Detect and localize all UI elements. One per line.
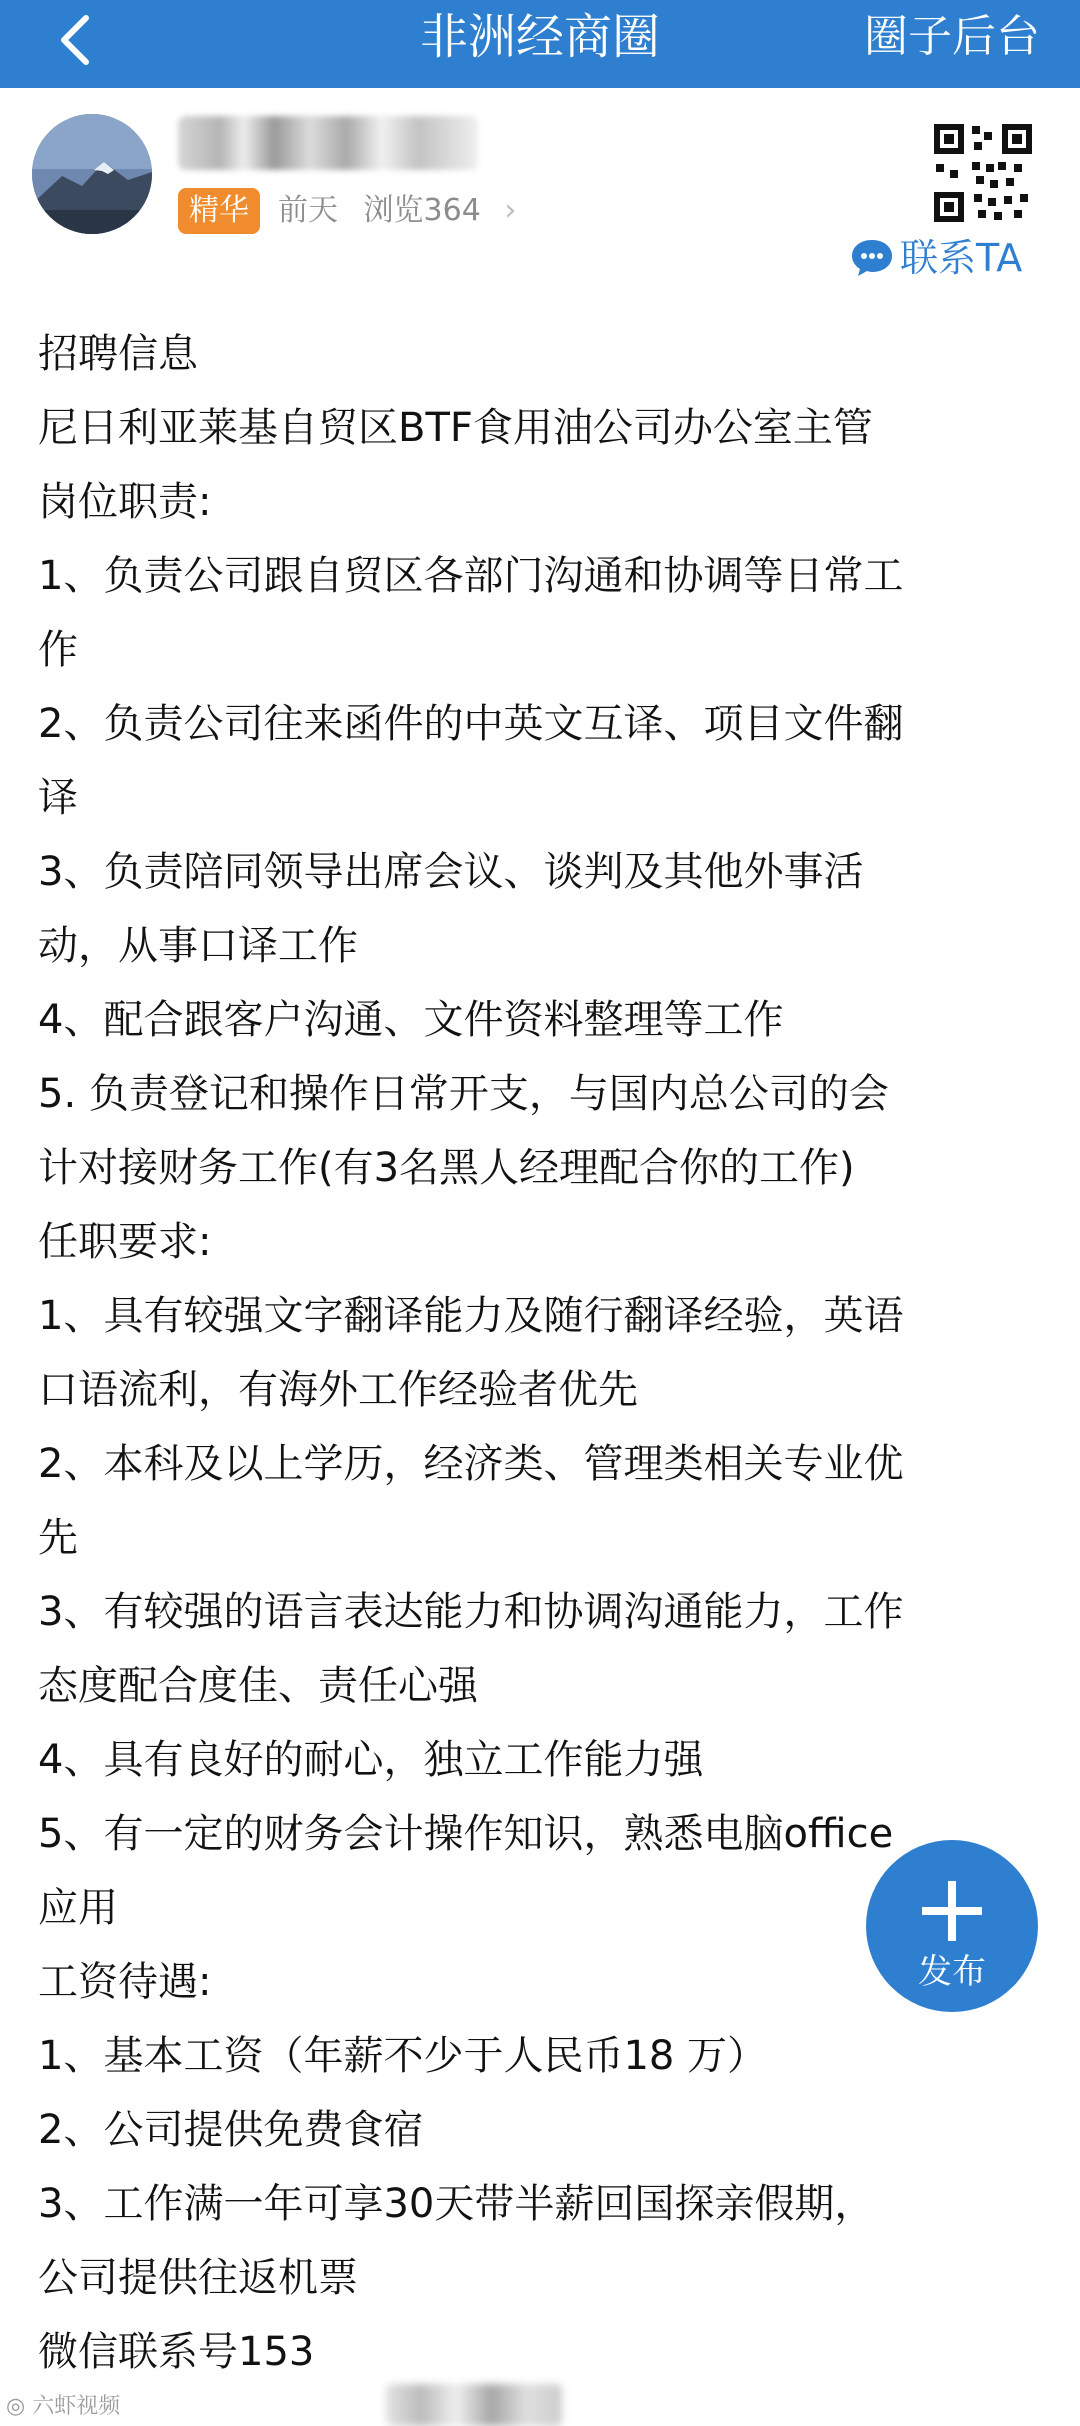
content-line: 应用	[38, 1885, 118, 1931]
content-line: 尼日利亚莱基自贸区BTF食用油公司办公室主管	[38, 405, 873, 451]
essence-badge: 精华	[178, 188, 260, 234]
plus-icon	[916, 1875, 988, 1947]
phone-number-blurred	[386, 2384, 562, 2426]
username-blurred	[178, 116, 478, 170]
content-line: 口语流利，有海外工作经验者优先	[38, 1367, 638, 1413]
post-meta[interactable]	[278, 186, 516, 236]
content-line: 5、有一定的财务会计操作知识，熟悉电脑office	[38, 1811, 894, 1857]
content-line: 计对接财务工作(有3名黑人经理配合你的工作)	[38, 1145, 855, 1191]
chat-bubble-icon	[850, 238, 894, 278]
content-line: 岗位职责:	[38, 479, 212, 525]
watermark-text: 六虾视频	[32, 2394, 121, 2419]
post-content	[38, 317, 1058, 2389]
content-line: 态度配合度佳、责任心强	[38, 1663, 478, 1709]
content-line: 1、具有较强文字翻译能力及随行翻译经验，英语	[38, 1293, 904, 1339]
circle-admin-button[interactable]: 圈子后台	[864, 11, 1040, 62]
contact-label: 联系TA	[900, 236, 1023, 280]
watermark-logo-icon: ◎	[6, 2394, 33, 2419]
content-line: 3、有较强的语言表达能力和协调沟通能力，工作	[38, 1589, 904, 1635]
content-line: 作	[38, 627, 78, 673]
content-line: 2、公司提供免费食宿	[38, 2107, 424, 2153]
watermark	[6, 2392, 120, 2422]
top-nav-bar	[0, 0, 1080, 88]
content-line: 2、负责公司往来函件的中英文互译、项目文件翻	[38, 701, 904, 747]
qr-code-icon[interactable]	[928, 118, 1038, 228]
content-line: 先	[38, 1515, 78, 1561]
publish-label: 发布	[918, 1952, 986, 1992]
wechat-contact-line: 微信联系号153	[38, 2329, 315, 2375]
avatar-mountain-image	[32, 114, 152, 234]
content-line: 3、负责陪同领导出席会议、谈判及其他外事活	[38, 849, 864, 895]
content-line: 动，从事口译工作	[38, 923, 358, 969]
content-line: 任职要求:	[38, 1219, 212, 1265]
content-line: 4、具有良好的耐心，独立工作能力强	[38, 1737, 704, 1783]
view-count: 浏览364	[363, 193, 481, 228]
content-line: 2、本科及以上学历，经济类、管理类相关专业优	[38, 1441, 904, 1487]
content-line: 公司提供往返机票	[38, 2255, 358, 2301]
chevron-right-icon: ›	[504, 193, 517, 228]
content-line: 3、工作满一年可享30天带半薪回国探亲假期，	[38, 2181, 875, 2227]
qr-code-graphic	[928, 118, 1038, 228]
content-line: 工资待遇:	[38, 1959, 212, 2005]
post-time: 前天	[278, 193, 338, 228]
content-line: 4、配合跟客户沟通、文件资料整理等工作	[38, 997, 784, 1043]
content-line: 1、基本工资（年薪不少于人民币18 万）	[38, 2033, 768, 2079]
contact-ta-button[interactable]	[850, 234, 1022, 282]
avatar[interactable]	[32, 114, 152, 234]
content-line: 1、负责公司跟自贸区各部门沟通和协调等日常工	[38, 553, 904, 599]
page-title: 非洲经商圈	[419, 9, 660, 65]
content-line: 招聘信息	[38, 331, 198, 377]
content-line: 译	[38, 775, 78, 821]
publish-fab-button[interactable]	[866, 1840, 1038, 2012]
content-line: 5. 负责登记和操作日常开支，与国内总公司的会	[38, 1071, 889, 1117]
